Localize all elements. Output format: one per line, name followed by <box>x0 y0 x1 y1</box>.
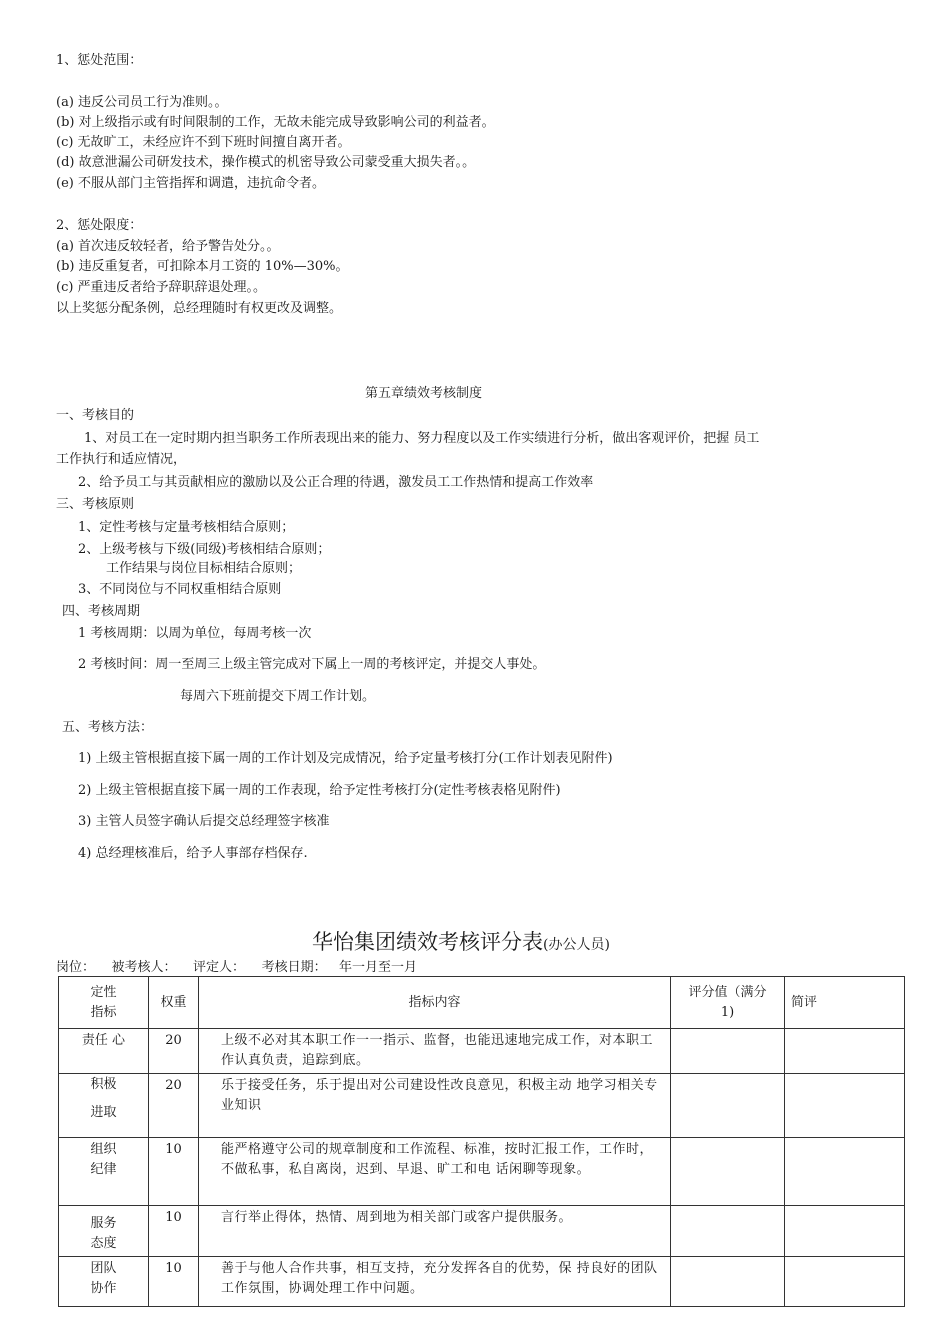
row-indicator: 组织 纪律 <box>59 1138 149 1206</box>
section1-heading: 1、惩处范围： <box>56 53 143 68</box>
cycle-2: 2 考核时间：周一至周三上级主管完成对下属上一周的考核评定，并提交人事处。 <box>78 657 546 672</box>
header-score <box>671 977 785 1029</box>
header-indicator <box>59 977 149 1029</box>
purpose-2: 2、给予员工与其贡献相应的激励以及公正合理的待遇，激发员工工作热情和提高工作效率 <box>78 475 594 490</box>
row-score-cell[interactable] <box>671 1206 785 1257</box>
principle-1: 1、定性考核与定量考核相结合原则； <box>78 520 295 535</box>
section2-item-c: (c) 严重违反者给予辞职辞退处理。。 <box>56 280 267 295</box>
principle-3: 3、不同岗位与不同权重相结合原则 <box>78 582 282 597</box>
row-content: 乐于接受任务，乐于提出对公司建设性改良意见，积极主动 地学习相关专业知识 <box>199 1074 671 1138</box>
row-comment-cell[interactable] <box>785 1257 905 1307</box>
table-row <box>59 1074 905 1138</box>
header-weight: 权重 <box>149 977 199 1029</box>
purpose-1-line2: 工作执行和适应情况， <box>56 452 187 467</box>
row-content: 善于与他人合作共事，相互支持，充分发挥各自的优势，保 持良好的团队工作氛围，协调处理工作中问题。 <box>199 1257 671 1307</box>
score-table <box>58 976 905 1307</box>
header-comment: 简评 <box>785 977 905 1029</box>
row-weight: 20 <box>149 1029 199 1074</box>
row-weight: 10 <box>149 1206 199 1257</box>
row-indicator: 责任 心 <box>59 1029 149 1074</box>
row-indicator: 团队 协作 <box>59 1257 149 1307</box>
header-score-line1: 评分值（满分 <box>688 984 767 1000</box>
purpose-heading: 一、考核目的 <box>56 408 135 423</box>
row-content: 能严格遵守公司的规章制度和工作流程、标准，按时汇报工作，工作时，不做私事，私自离岗，迟到、早退、旷工和电 话闲聊等现象。 <box>199 1138 671 1206</box>
header-indicator-line2: 指标 <box>90 1004 117 1020</box>
principles-heading: 三、考核原则 <box>56 497 135 512</box>
row-score-cell[interactable] <box>671 1074 785 1138</box>
section2-note: 以上奖惩分配条例，总经理随时有权更改及调整。 <box>56 301 343 316</box>
row-weight: 10 <box>149 1257 199 1307</box>
method-2: 2) 上级主管根据直接下属一周的工作表现，给予定性考核打分(定性考核表格见附件) <box>78 783 561 798</box>
table-row <box>59 1257 905 1307</box>
section2-item-b: (b) 违反重复者，可扣除本月工资的 10%—30%。 <box>56 259 349 274</box>
section2-item-a: (a) 首次违反较轻者，给予警告处分。。 <box>56 239 280 254</box>
header-indicator-line1: 定性 <box>90 984 117 1000</box>
cycle-heading: 四、考核周期 <box>62 604 141 619</box>
form-title <box>312 929 610 958</box>
row-indicator: 服务 态度 <box>59 1206 149 1257</box>
row-weight: 10 <box>149 1138 199 1206</box>
method-1: 1) 上级主管根据直接下属一周的工作计划及完成情况，给予定量考核打分(工作计划表见附件) <box>78 751 613 766</box>
row-comment-cell[interactable] <box>785 1206 905 1257</box>
form-fields: 岗位： 被考核人： 评定人： 考核日期： 年一月至一月 <box>56 960 417 975</box>
cycle-1: 1 考核周期：以周为单位，每周考核一次 <box>78 626 312 641</box>
purpose-1-line1: 1、对员工在一定时期内担当职务工作所表现出来的能力、努力程度以及工作实绩进行分析，做出客观评价，把握 员工 <box>84 431 760 446</box>
table-row <box>59 1138 905 1206</box>
form-title-sub: (办公人员) <box>543 937 610 953</box>
section1-item-b: (b) 对上级指示或有时间限制的工作，无故未能完成导致影响公司的利益者。 <box>56 115 495 130</box>
header-content: 指标内容 <box>199 977 671 1029</box>
section2-heading: 2、惩处限度： <box>56 218 143 233</box>
header-score-line2: 1) <box>720 1004 735 1020</box>
row-content: 上级不必对其本职工作一一指示、监督，也能迅速地完成工作，对本职工作认真负责，追踪到底。 <box>199 1029 671 1074</box>
method-4: 4) 总经理核准后，给予人事部存档保存. <box>78 846 308 861</box>
row-comment-cell[interactable] <box>785 1029 905 1074</box>
chapter5-title: 第五章绩效考核制度 <box>365 386 483 401</box>
row-weight: 20 <box>149 1074 199 1138</box>
section1-item-c: (c) 无故旷工，未经应许不到下班时间擅自离开者。 <box>56 135 351 150</box>
table-row <box>59 1206 905 1257</box>
table-header-row <box>59 977 905 1029</box>
row-score-cell[interactable] <box>671 1257 785 1307</box>
section1-item-e: (e) 不服从部门主管指挥和调遣，违抗命令者。 <box>56 176 325 191</box>
principle-2b: 工作结果与岗位目标相结合原则； <box>106 561 302 576</box>
section1-item-d: (d) 故意泄漏公司研发技术，操作模式的机密导致公司蒙受重大损失者。。 <box>56 155 476 170</box>
cycle-2b: 每周六下班前提交下周工作计划。 <box>180 689 376 704</box>
row-comment-cell[interactable] <box>785 1138 905 1206</box>
row-score-cell[interactable] <box>671 1029 785 1074</box>
section1-item-a: (a) 违反公司员工行为准则。。 <box>56 95 228 110</box>
table-row <box>59 1029 905 1074</box>
row-indicator: 积极 进取 <box>59 1074 149 1138</box>
row-score-cell[interactable] <box>671 1138 785 1206</box>
row-comment-cell[interactable] <box>785 1074 905 1138</box>
method-3: 3) 主管人员签字确认后提交总经理签字核准 <box>78 814 330 829</box>
method-heading: 五、考核方法： <box>62 720 154 735</box>
principle-2: 2、上级考核与下级(同级)考核相结合原则； <box>78 542 331 557</box>
form-title-main: 华怡集团绩效考核评分表 <box>312 930 543 954</box>
row-content: 言行举止得体，热情、周到地为相关部门或客户提供服务。 <box>199 1206 671 1257</box>
